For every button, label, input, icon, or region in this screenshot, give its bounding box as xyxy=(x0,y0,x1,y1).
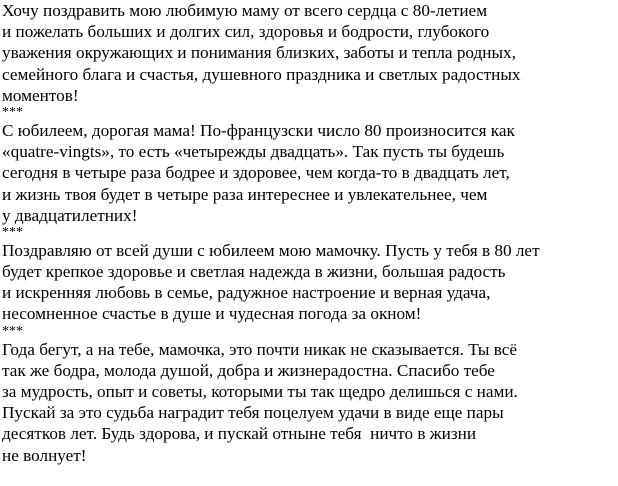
text-line: «quatre-vingts», то есть «четырежды двадцать». Так пусть ты будешь xyxy=(2,142,505,162)
text-line: Хочу поздравить мою любимую маму от всего сердца с 80-летием xyxy=(2,1,488,20)
text-line: и пожелать больших и долгих сил, здоровья и бодрости, глубокого xyxy=(2,22,490,42)
text-line: будет крепкое здоровье и светлая надежда в жизни, большая радость xyxy=(2,262,506,282)
text-line: у двадцатилетних! xyxy=(2,205,138,225)
greeting-paragraph-1 xyxy=(2,0,616,106)
text-line: уважения окружающих и понимания близких, заботы и тепла родных, xyxy=(2,43,516,63)
greeting-paragraph-4 xyxy=(2,339,616,466)
separator: *** xyxy=(2,323,23,339)
text-line: несомненное счастье в душе и чудесная погода за окном! xyxy=(2,304,422,324)
text-line: Года бегут, а на тебе, мамочка, это почти никак не сказывается. Ты всё xyxy=(2,339,517,359)
text-line: десятков лет. Будь здорова, и пускай отныне тебя ничто в жизни xyxy=(2,424,477,444)
text-line: Пускай за это судьба наградит тебя поцелуем удачи в виде еще пары xyxy=(2,403,504,423)
text-line: Поздравляю от всей души с юбилеем мою мамочку. Пусть у тебя в 80 лет xyxy=(2,240,540,260)
greeting-paragraph-2 xyxy=(2,120,616,226)
text-line: С юбилеем, дорогая мама! По-французски число 80 произносится как xyxy=(2,120,515,140)
separator: *** xyxy=(2,224,23,240)
text-line: так же бодра, молода душой, добра и жизнерадостна. Спасибо тебе xyxy=(2,360,495,380)
text-line: и жизнь твоя будет в четыре раза интереснее и увлекательнее, чем xyxy=(2,184,488,204)
greeting-paragraph-3 xyxy=(2,240,616,325)
text-line: и искренняя любовь в семье, радужное настроение и верная удача, xyxy=(2,283,491,303)
text-line: за мудрость, опыт и советы, которыми ты так щедро делишься с нами. xyxy=(2,382,518,401)
text-line: моментов! xyxy=(2,85,79,105)
text-line: сегодня в четыре раза бодрее и здоровее, чем когда-то в двадцать лет, xyxy=(2,163,510,183)
separator: *** xyxy=(2,104,23,120)
text-line: семейного блага и счастья, душевного праздника и светлых радостных xyxy=(2,64,521,84)
document-body xyxy=(2,0,616,466)
text-line: не волнует! xyxy=(2,445,87,465)
